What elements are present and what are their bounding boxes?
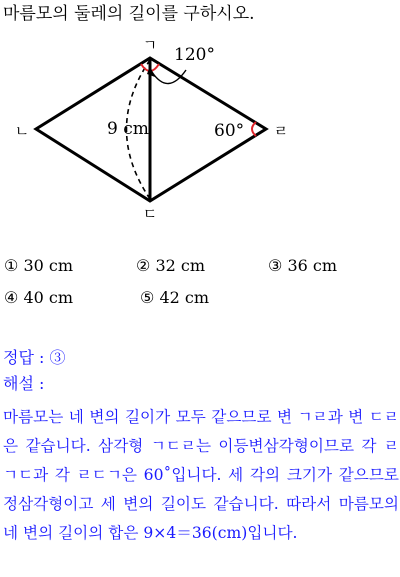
explanation-title: 해설 : xyxy=(3,374,45,393)
side-length-label: 9 cm xyxy=(107,119,149,139)
answer-line: 정답 : ③ xyxy=(3,348,66,367)
choice-num: ④ xyxy=(4,288,19,307)
rhombus-figure xyxy=(0,0,400,240)
vertex-label-bottom: ㄷ xyxy=(142,205,158,223)
angle-arrow-arc xyxy=(152,70,186,84)
choice-4[interactable] xyxy=(4,282,140,314)
choice-text: 36 cm xyxy=(287,256,338,275)
choice-num: ① xyxy=(4,256,19,275)
angle-label-120: 120° xyxy=(174,45,215,65)
question-text: 마름모의 둘레의 길이를 구하시오. xyxy=(3,4,255,24)
explanation-body: 마름모는 네 변의 길이가 모두 같으므로 변 ㄱㄹ과 변 ㄷㄹ은 같습니다. 삼각형 ㄱㄷㄹ는 이등변삼각형이므로 각 ㄹㄱㄷ과 각 ㄹㄷㄱ은 60˚입니다. 세 각의 크기가 같으므로 정삼각형이고 세 변의 길이도 같습니다. 따라서 마름모의 네 변의 길이의 합은 9×4＝36(cm)입니다. xyxy=(3,408,399,542)
vertex-label-top: ㄱ xyxy=(142,36,158,54)
choice-text: 40 cm xyxy=(23,288,74,307)
choice-5[interactable] xyxy=(140,282,276,314)
choice-2[interactable] xyxy=(136,250,268,282)
vertex-label-right: ㄹ xyxy=(273,122,289,140)
choice-text: 30 cm xyxy=(23,256,74,275)
choice-num: ③ xyxy=(268,256,283,275)
choice-num: ⑤ xyxy=(140,288,155,307)
choice-3[interactable] xyxy=(268,250,400,282)
vertex-label-left: ㄴ xyxy=(14,122,30,140)
choice-num: ② xyxy=(136,256,151,275)
choice-text: 32 cm xyxy=(155,256,206,275)
choice-1[interactable] xyxy=(4,250,136,282)
angle-label-60: 60° xyxy=(214,121,245,141)
choice-text: 42 cm xyxy=(159,288,210,307)
choices xyxy=(4,250,400,314)
